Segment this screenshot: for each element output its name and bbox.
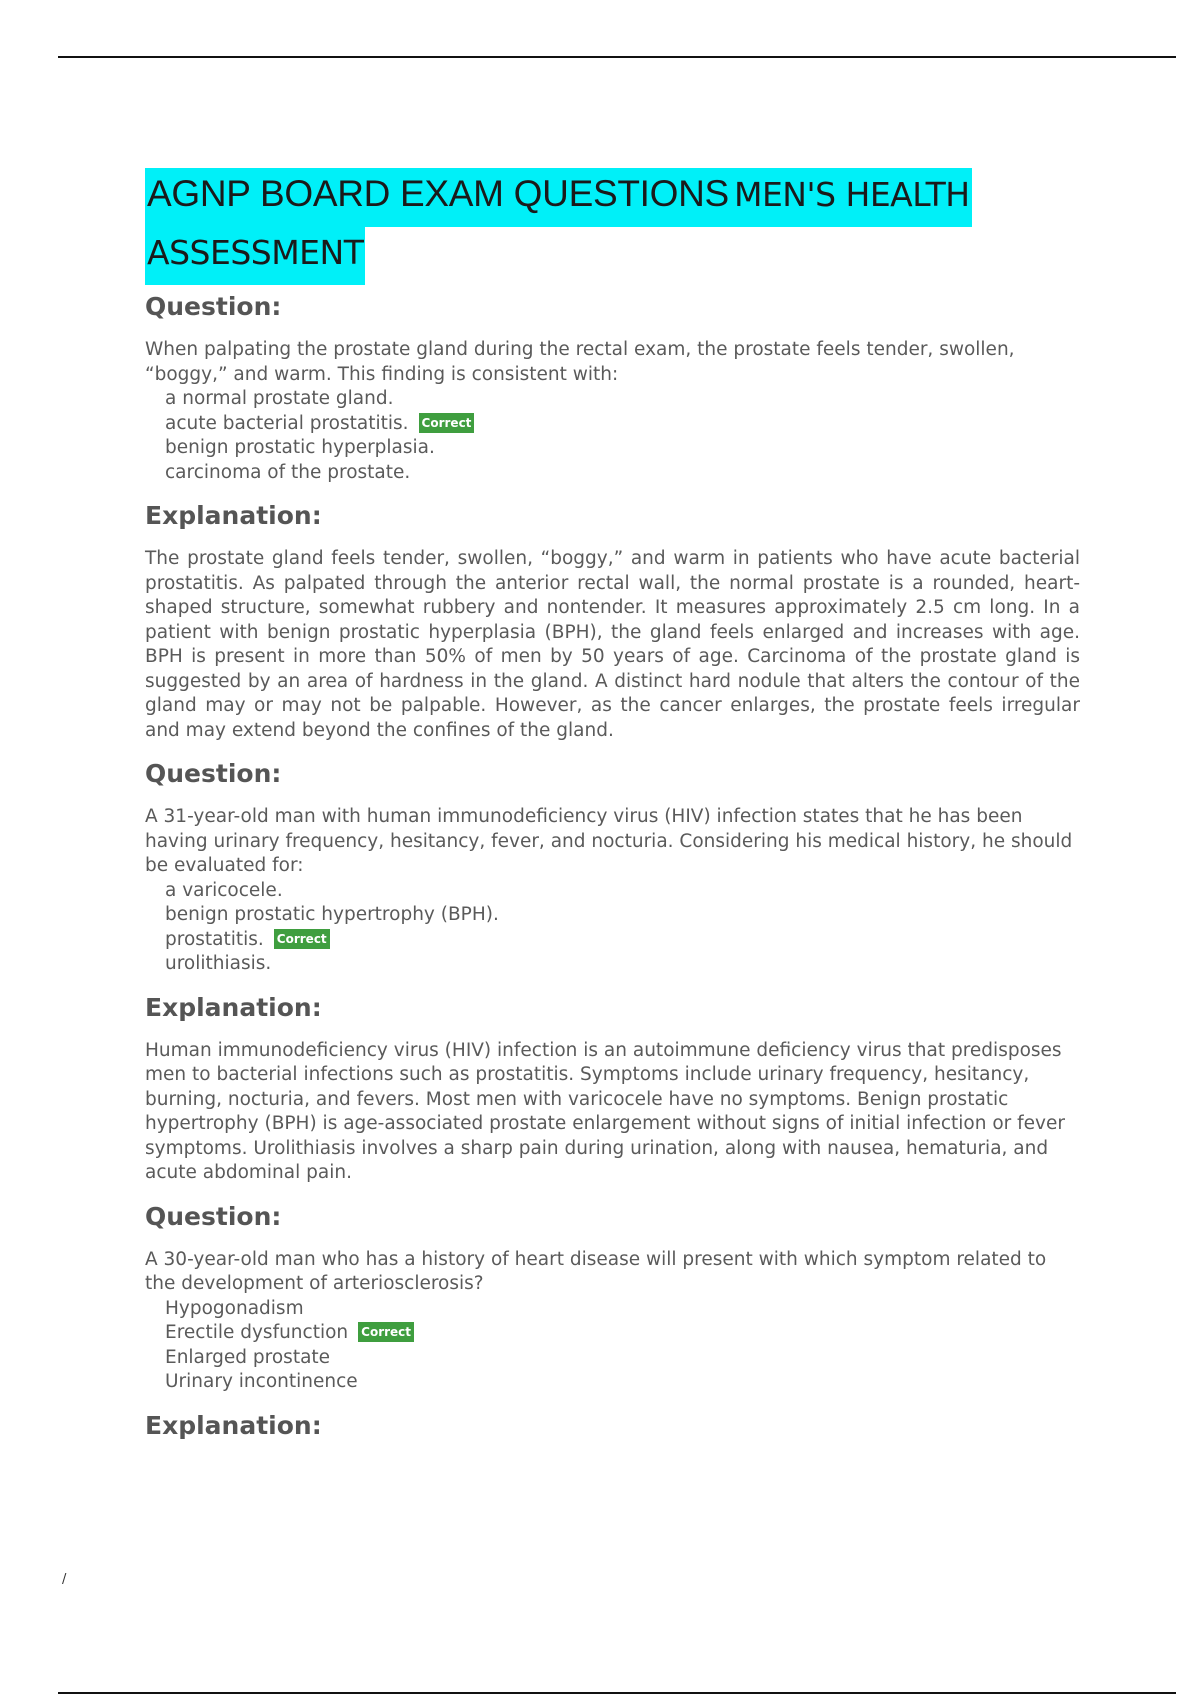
answer-option-text: a varicocele. <box>165 879 283 901</box>
answer-options <box>165 387 1080 485</box>
title-line2-text: ASSESSMENT <box>147 233 364 272</box>
answer-option <box>165 436 1080 461</box>
answer-option <box>165 879 1080 904</box>
question-block <box>145 759 1080 977</box>
answer-option-text: carcinoma of the prostate. <box>165 461 411 483</box>
title-main-text: AGNP BOARD EXAM QUESTIONS <box>147 173 729 214</box>
correct-badge: Correct <box>274 929 330 949</box>
answer-option-text: benign prostatic hypertrophy (BPH). <box>165 904 499 925</box>
answer-options <box>165 879 1080 977</box>
document-title <box>145 168 1075 285</box>
explanation-heading: Explanation: <box>145 992 322 1022</box>
correct-badge: Correct <box>419 413 475 433</box>
answer-option-text: prostatitis. <box>165 928 264 950</box>
answer-option-text: Erectile dysfunction <box>165 1322 349 1343</box>
explanation-block <box>145 1411 1080 1441</box>
answer-option <box>165 1297 1080 1322</box>
qa-content <box>145 292 1080 1457</box>
answer-option <box>165 412 1080 437</box>
answer-option-text: benign prostatic hyperplasia. <box>165 437 435 458</box>
answer-option-text: a normal prostate gland. <box>165 388 394 409</box>
title-line-2 <box>145 227 365 285</box>
question-heading: Question: <box>145 1201 282 1231</box>
answer-option-text: acute bacterial prostatitis. <box>165 412 409 434</box>
footer-mark: / <box>62 1572 67 1587</box>
answer-option <box>165 928 1080 953</box>
title-line-1 <box>145 168 972 227</box>
question-block <box>145 292 1080 485</box>
answer-option-text: Enlarged prostate <box>165 1346 331 1368</box>
explanation-heading: Explanation: <box>145 1410 322 1440</box>
bottom-rule <box>58 1692 1176 1694</box>
question-text: A 30-year-old man who has a history of heart disease will present with which symptom related to the development of arteriosclerosis? <box>145 1248 1047 1294</box>
question-heading: Question: <box>145 292 282 321</box>
explanation-block <box>145 501 1080 743</box>
answer-option-text: Hypogonadism <box>165 1297 304 1319</box>
answer-option <box>165 1346 1080 1371</box>
answer-option <box>165 1321 1080 1346</box>
explanation-text: The prostate gland feels tender, swollen, “boggy,” and warm in patients who have acute bacterial prostatitis. As palpated through the anterior rectal wall, the normal prostate is a rounded, heart-shaped structure, somewhat rubbery and nontender. It measures approximately 2.5 cm long. In a patient with benign prostatic hyperplasia (BPH), the gland feels enlarged and increases with age. BPH is present in more than 50% of men by 50 years of age. Carcinoma of the prostate gland is suggested by an area of hardness in the gland. A distinct hard nodule that alters the contour of the gland may or may not be palpable. However, as the cancer enlarges, the prostate feels irregular and may extend beyond the confines of the gland. <box>145 548 1080 741</box>
question-text: When palpating the prostate gland during the rectal exam, the prostate feels tender, swollen, “boggy,” and warm. This finding is consistent with: <box>145 339 1015 385</box>
question-heading: Question: <box>145 759 282 788</box>
answer-option <box>165 461 1080 486</box>
correct-badge: Correct <box>358 1322 414 1342</box>
answer-option <box>165 952 1080 977</box>
explanation-text: Human immunodeficiency virus (HIV) infection is an autoimmune deficiency virus that predisposes men to bacterial infections such as prostatitis. Symptoms include urinary frequency, hesitancy, burning, nocturia, and fevers. Most men with varicocele have no symptoms. Benign prostatic hypertrophy (BPH) is age-associated prostate enlargement without signs of initial infection or fever symptoms. Urolithiasis involves a sharp pain during urination, along with nausea, hematuria, and acute abdominal pain. <box>145 1039 1065 1183</box>
explanation-block <box>145 993 1080 1186</box>
explanation-heading: Explanation: <box>145 501 322 530</box>
title-rest-text: MEN'S HEALTH <box>733 175 970 214</box>
answer-option <box>165 1370 1080 1395</box>
answer-option <box>165 903 1080 928</box>
top-rule <box>58 56 1176 58</box>
question-block <box>145 1202 1080 1395</box>
question-text: A 31-year-old man with human immunodeficiency virus (HIV) infection states that he has been having urinary frequency, hesitancy, fever, and nocturia. Considering his medical history, he should be evaluated for: <box>145 806 1073 876</box>
answer-options <box>165 1297 1080 1395</box>
answer-option <box>165 387 1080 412</box>
answer-option-text: urolithiasis. <box>165 953 272 974</box>
answer-option-text: Urinary incontinence <box>165 1371 358 1392</box>
